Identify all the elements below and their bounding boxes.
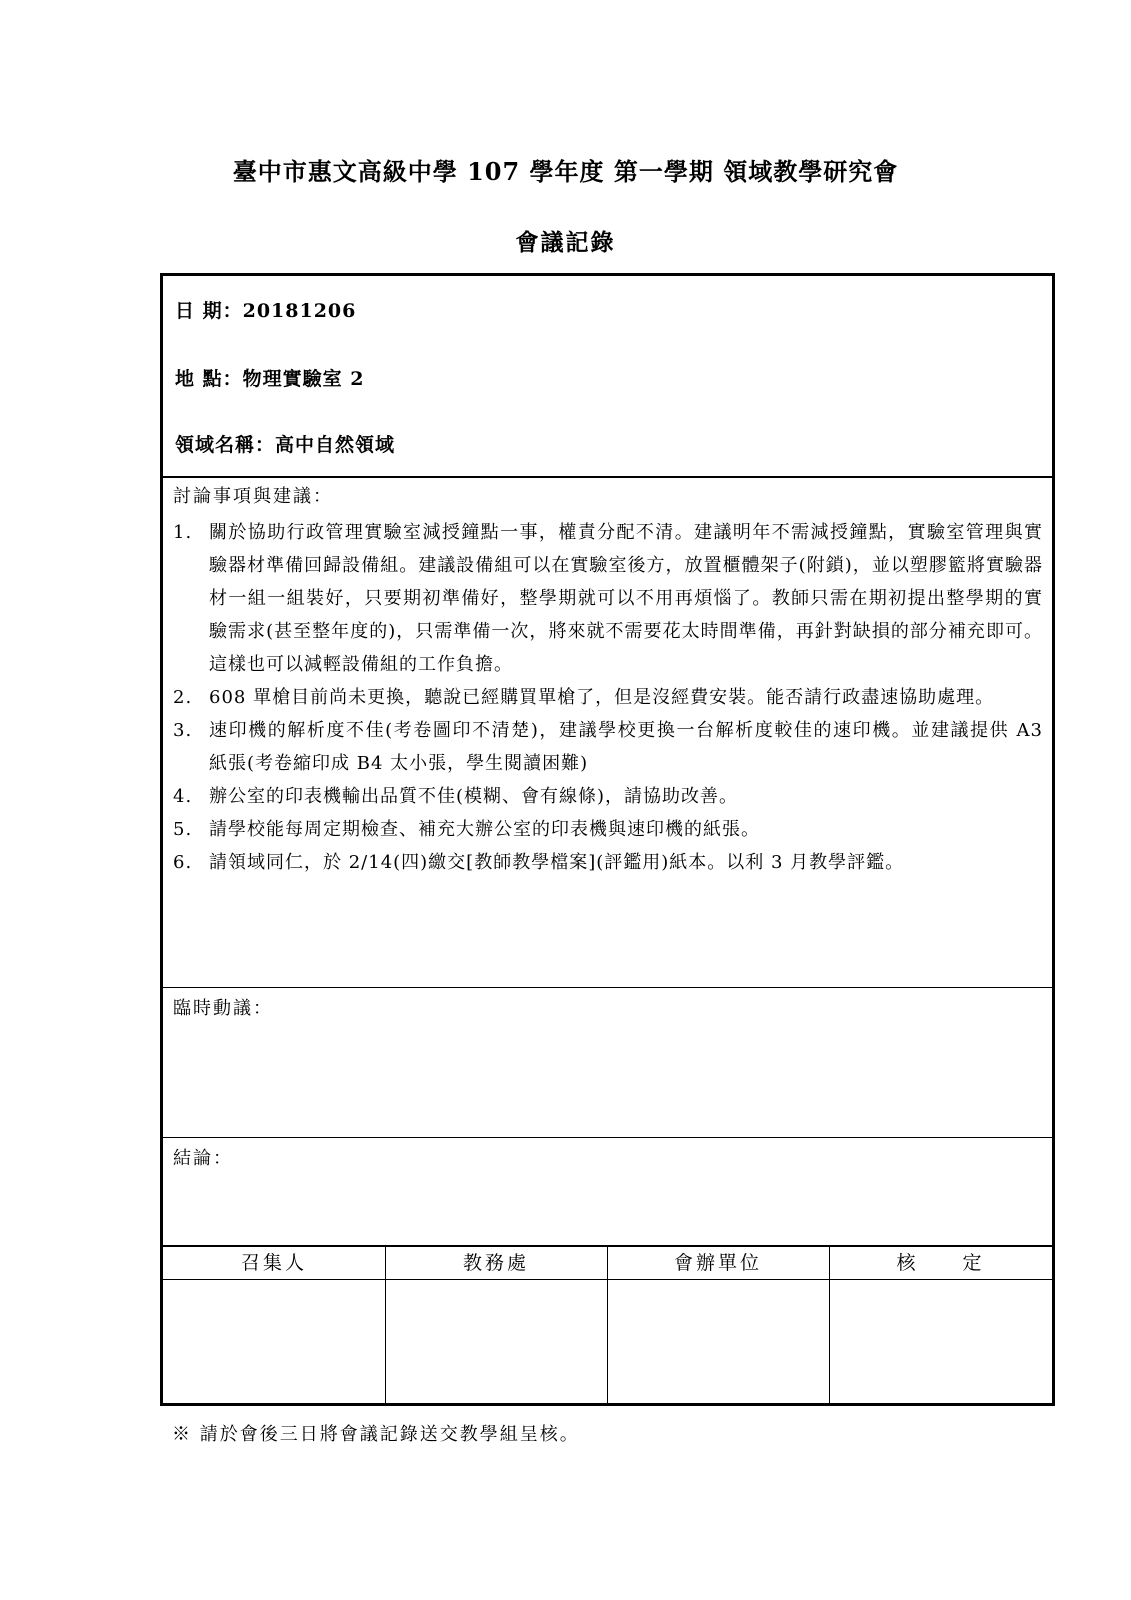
discussion-item [173,780,1043,813]
discussion-item [173,813,1043,846]
discussion-item [173,681,1043,714]
discussion-item [173,714,1043,780]
item-text: 關於協助行政管理實驗室減授鐘點一事，權責分配不清。建議明年不需減授鐘點，實驗室管理與實驗器材準備回歸設備組。建議設備組可以在實驗室後方，放置櫃體架子(附鎖)，並以塑膠籃將實驗器材一組一組裝好，只要期初準備好，整學期就可以不用再煩惱了。教師只需在期初提出整學期的實驗需求(甚至整年度的)，只需準備一次，將來就不需要花太時間準備，再針對缺損的部分補充即可。這樣也可以減輕設備組的工作負擔。 [209,522,1043,675]
item-number: 3. [173,720,193,741]
signature-column-divider [385,1245,386,1403]
meeting-record-table [160,273,1055,1406]
domain-name: 領域名稱：高中自然領域 [175,434,396,456]
signature-column-divider [829,1245,830,1403]
item-text: 請學校能每周定期檢查、補充大辦公室的印表機與速印機的紙張。 [209,819,760,840]
item-text: 辦公室的印表機輸出品質不佳(模糊、會有線條)，請協助改善。 [209,786,739,807]
conclusion-label: 結論： [173,1148,233,1169]
footnote: ※ 請於會後三日將會議記錄送交教學組呈核。 [172,1424,580,1445]
item-number: 2. [173,687,193,708]
item-number: 5. [173,819,193,840]
meeting-date: 日 期：20181206 [175,300,357,322]
meeting-location: 地 點：物理實驗室 2 [175,368,365,390]
signature-header-approval: 核 定 [896,1252,985,1274]
discussion-item [173,516,1043,681]
item-number: 4. [173,786,193,807]
signature-header-academic-affairs: 教務處 [462,1252,529,1274]
discussion-label: 討論事項與建議： [173,486,333,507]
item-text: 速印機的解析度不佳(考卷圖印不清楚)，建議學校更換一台解析度較佳的速印機。並建議提供 A3 紙張(考卷縮印成 B4 太小張，學生閱讀困難) [209,720,1043,774]
divider-meta [163,476,1052,478]
signature-header-convener: 召集人 [240,1252,307,1274]
discussion-list [173,516,1043,879]
item-text: 請領域同仁，於 2/14(四)繳交[教師教學檔案](評鑑用)紙本。以利 3 月教學評鑑。 [209,852,905,873]
signature-header-co-unit: 會辦單位 [673,1252,762,1274]
divider-extempore [163,1137,1052,1138]
item-text: 608 單槍目前尚未更換，聽說已經購買單槍了，但是沒經費安裝。能否請行政盡速協助處理。 [209,687,995,708]
discussion-item [173,846,1043,879]
document-subtitle: 會議記錄 [515,229,616,256]
extempore-label: 臨時動議： [173,998,273,1019]
divider-discussion [163,987,1052,988]
item-number: 6. [173,852,193,873]
document-title: 臺中市惠文高級中學 107 學年度 第一學期 領域教學研究會 [232,157,899,186]
item-number: 1. [173,522,193,543]
signature-column-divider [607,1245,608,1403]
